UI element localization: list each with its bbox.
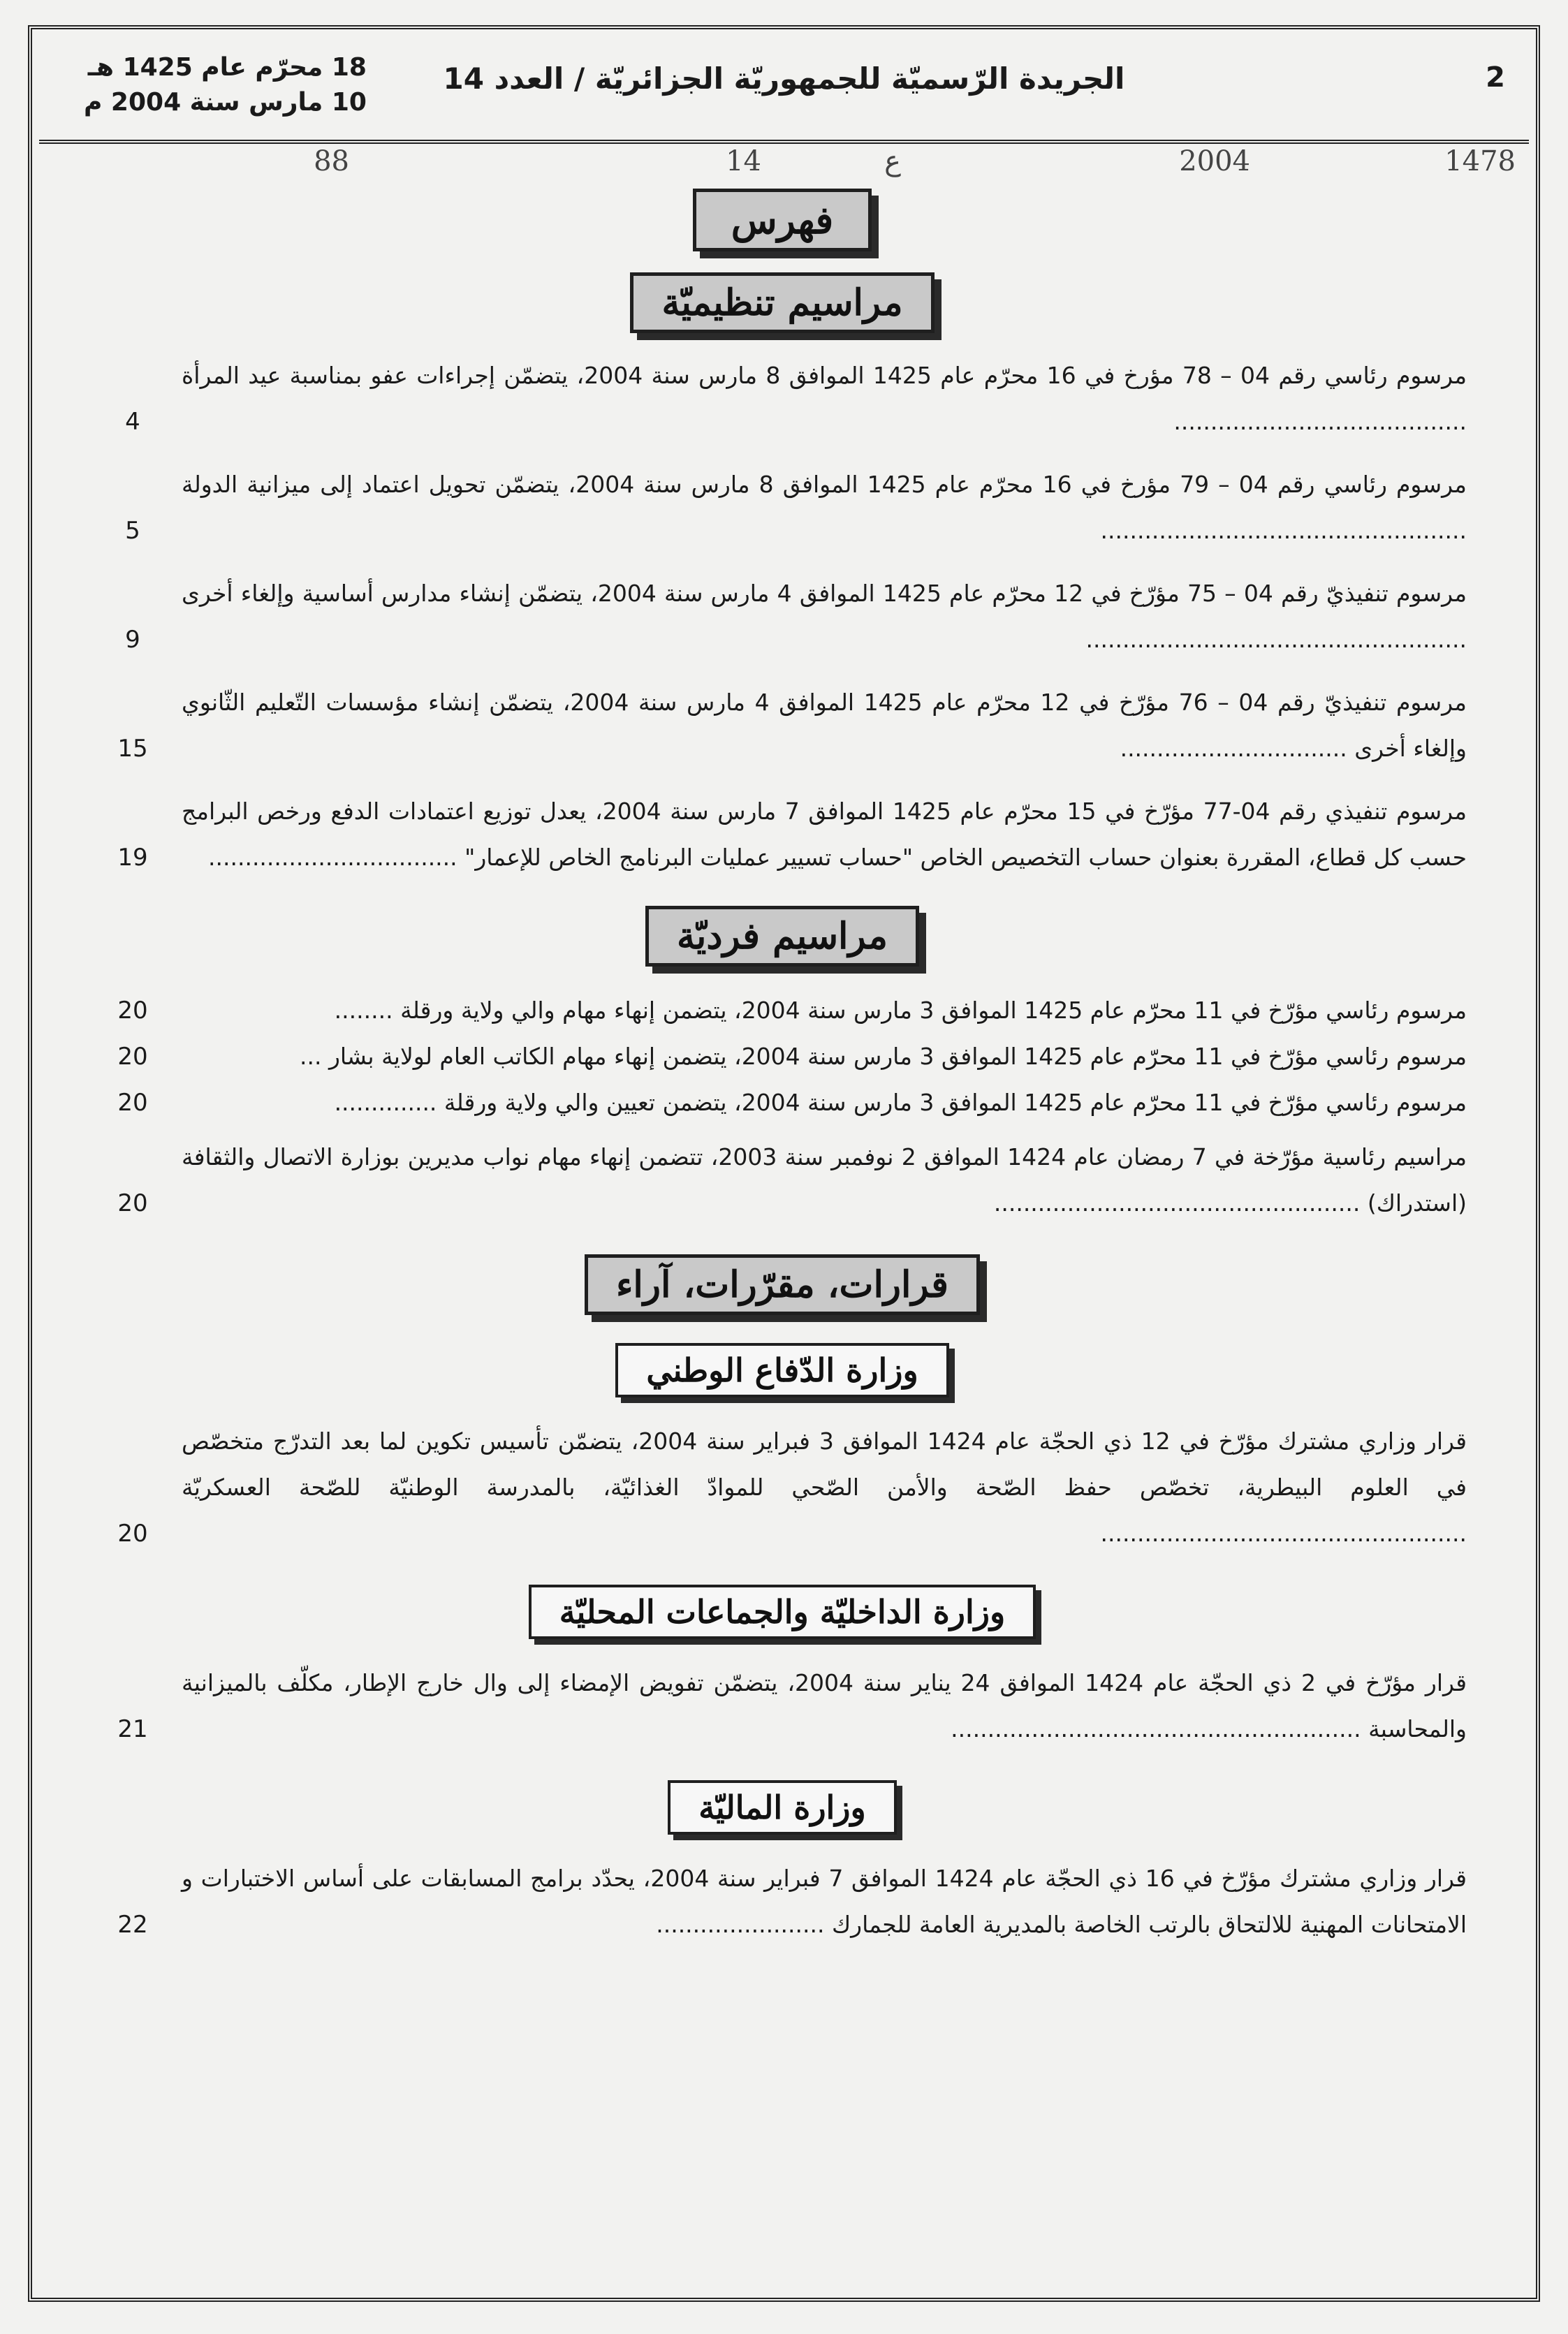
section-heading: قرارات، مقرّرات، آراء [585, 1254, 980, 1315]
entry-text: مرسوم رئاسي مؤرّخ في 11 محرّم عام 1425 الموافق 3 مارس سنة 2004، يتضمن إنهاء مهام والي ولاية ورقلة [400, 997, 1467, 1024]
section-heading: مراسيم تنظيميّة [630, 272, 934, 333]
header-divider [39, 140, 1529, 144]
entry-page: 4 [125, 408, 140, 436]
annotation-item: 1478 [1444, 145, 1516, 177]
ministry-heading: وزارة الماليّة [668, 1780, 897, 1835]
entry-page: 21 [117, 1715, 148, 1743]
toc-entry[interactable]: مرسوم رئاسي مؤرّخ في 11 محرّم عام 1425 الموافق 3 مارس سنة 2004، يتضمن إنهاء مهام الكاتب العام لولاية بشار ... 20 [98, 1034, 1467, 1080]
gazette-title: الجريدة الرّسميّة للجمهوريّة الجزائريّة / العدد 14 [443, 61, 1125, 96]
entry-text: قرار وزاري مشترك مؤرّخ في 16 ذي الحجّة عام 1424 الموافق 7 فبراير سنة 2004، يحدّد برامج المسابقات على أساس الاختبارات و الامتحانات المهنية للالتحاق بالرتب الخاصة بالمديرية العامة للجمارك [182, 1865, 1467, 1938]
entry-text: مرسوم رئاسي رقم 04 – 79 مؤرخ في 16 محرّم عام 1425 الموافق 8 مارس سنة 2004، يتضمّن تحويل اعتماد إلى ميزانية الدولة [182, 471, 1467, 498]
index-title: فهرس [693, 189, 872, 251]
entry-text: قرار مؤرّخ في 2 ذي الحجّة عام 1424 الموافق 24 يناير سنة 2004، يتضمّن تفويض الإمضاء إلى وال خارج الإطار، مكلّف بالميزانية والمحاسبة [182, 1669, 1467, 1742]
entry-page: 20 [117, 997, 148, 1025]
toc-entry[interactable]: مرسوم رئاسي رقم 04 – 79 مؤرخ في 16 محرّم عام 1425 الموافق 8 مارس سنة 2004، يتضمّن تحويل اعتماد إلى ميزانية الدولة .................................................. 5 [98, 462, 1467, 554]
toc-entry[interactable]: مرسوم رئاسي مؤرّخ في 11 محرّم عام 1425 الموافق 3 مارس سنة 2004، يتضمن تعيين والي ولاية ورقلة .............. 20 [98, 1080, 1467, 1126]
entry-text: مرسوم تنفيذيّ رقم 04 – 76 مؤرّخ في 12 محرّم عام 1425 الموافق 4 مارس سنة 2004، يتضمّن إنشاء مؤسسات التّعليم الثّانوي وإلغاء أخرى [182, 689, 1467, 762]
annotation-item: 88 [314, 145, 349, 177]
date-gregorian: 10 مارس سنة 2004 م [84, 88, 367, 117]
annotation-item: 2004 [1179, 145, 1250, 177]
entry-page: 5 [125, 517, 140, 545]
entry-page: 20 [117, 1189, 148, 1217]
ministry-heading: وزارة الدّفاع الوطني [615, 1343, 948, 1397]
entry-page: 19 [117, 844, 148, 872]
entry-text: مرسوم رئاسي رقم 04 – 78 مؤرخ في 16 محرّم عام 1425 الموافق 8 مارس سنة 2004، يتضمّن إجراءات عفو بمناسبة عيد المرأة [182, 362, 1467, 389]
entry-text: مرسوم تنفيذيّ رقم 04 – 75 مؤرّخ في 12 محرّم عام 1425 الموافق 4 مارس سنة 2004، يتضمّن إنشاء مدارس أساسية وإلغاء أخرى [182, 580, 1467, 607]
entry-text: مراسيم رئاسية مؤرّخة في 7 رمضان عام 1424 الموافق 2 نوفمبر سنة 2003، تتضمن إنهاء مهام نواب مديرين بوزارة الاتصال والثقافة (استدراك) [182, 1143, 1467, 1217]
entry-page: 15 [117, 735, 148, 763]
toc-entry[interactable]: مرسوم تنفيذي رقم 04-77 مؤرّخ في 15 محرّم عام 1425 الموافق 7 مارس سنة 2004، يعدل توزيع اعتمادات الدفع ورخص البرامج حسب كل قطاع، المقررة بعنوان حساب التخصيص الخاص "حساب تسيير عمليات البرنامج الخاص للإعمار" .................................. 19 [98, 788, 1467, 881]
entry-text: مرسوم تنفيذي رقم 04-77 مؤرّخ في 15 محرّم عام 1425 الموافق 7 مارس سنة 2004، يعدل توزيع اعتمادات الدفع ورخص البرامج حسب كل قطاع، المقررة بعنوان حساب التخصيص الخاص "حساب تسيير عمليات البرنامج الخاص للإعمار" [182, 798, 1467, 871]
page-header [35, 34, 1533, 138]
annotation-item: 14 [726, 145, 761, 177]
entry-page: 20 [117, 1520, 148, 1548]
handwritten-annotations [189, 145, 1516, 194]
entry-page: 22 [117, 1911, 148, 1939]
ministry-heading: وزارة الداخليّة والجماعات المحليّة [529, 1585, 1036, 1639]
date-hijri: 18 محرّم عام 1425 هـ [87, 53, 367, 82]
entry-text: مرسوم رئاسي مؤرّخ في 11 محرّم عام 1425 الموافق 3 مارس سنة 2004، يتضمن إنهاء مهام الكاتب العام لولاية بشار [329, 1043, 1467, 1070]
toc-entry[interactable]: قرار مؤرّخ في 2 ذي الحجّة عام 1424 الموافق 24 يناير سنة 2004، يتضمّن تفويض الإمضاء إلى وال خارج الإطار، مكلّف بالميزانية والمحاسبة ........................................................ 21 [98, 1660, 1467, 1752]
entry-text: مرسوم رئاسي مؤرّخ في 11 محرّم عام 1425 الموافق 3 مارس سنة 2004، يتضمن تعيين والي ولاية ورقلة [444, 1089, 1467, 1116]
toc-entry[interactable]: مرسوم رئاسي رقم 04 – 78 مؤرخ في 16 محرّم عام 1425 الموافق 8 مارس سنة 2004، يتضمّن إجراءات عفو بمناسبة عيد المرأة ........................................ 4 [98, 353, 1467, 445]
annotation-item: ع [884, 145, 901, 177]
entry-text: قرار وزاري مشترك مؤرّخ في 12 ذي الحجّة عام 1424 الموافق 3 فبراير سنة 2004، يتضمّن تأسيس تكوين لما بعد التدرّج متخصّص في العلوم البيطرية، تخصّص حفظ الصّحة والأمن الصّحي للموادّ الغذائيّة، بالمدرسة الوطنيّة للصّحة العسكريّة [182, 1427, 1467, 1501]
toc-entry[interactable]: مرسوم رئاسي مؤرّخ في 11 محرّم عام 1425 الموافق 3 مارس سنة 2004، يتضمن إنهاء مهام والي ولاية ورقلة ........ 20 [98, 988, 1467, 1034]
issue-dates [84, 50, 367, 121]
toc-entry[interactable]: قرار وزاري مشترك مؤرّخ في 12 ذي الحجّة عام 1424 الموافق 3 فبراير سنة 2004، يتضمّن تأسيس تكوين لما بعد التدرّج متخصّص في العلوم البيطرية، تخصّص حفظ الصّحة والأمن الصّحي للموادّ الغذائيّة، بالمدرسة الوطنيّة للصّحة العسكريّة .................................................. 20 [98, 1418, 1467, 1557]
entry-page: 9 [125, 626, 140, 654]
section-heading: مراسيم فرديّة [645, 906, 919, 967]
entry-page: 20 [117, 1089, 148, 1117]
toc-entry[interactable]: مرسوم تنفيذيّ رقم 04 – 75 مؤرّخ في 12 محرّم عام 1425 الموافق 4 مارس سنة 2004، يتضمّن إنشاء مدارس أساسية وإلغاء أخرى .................................................... 9 [98, 571, 1467, 663]
toc-entry[interactable]: قرار وزاري مشترك مؤرّخ في 16 ذي الحجّة عام 1424 الموافق 7 فبراير سنة 2004، يحدّد برامج المسابقات على أساس الاختبارات و الامتحانات المهنية للالتحاق بالرتب الخاصة بالمديرية العامة للجمارك ....................... 22 [98, 1856, 1467, 1948]
page-number: 2 [1486, 61, 1505, 94]
table-of-contents [98, 189, 1467, 1948]
entry-page: 20 [117, 1043, 148, 1071]
toc-entry[interactable]: مرسوم تنفيذيّ رقم 04 – 76 مؤرّخ في 12 محرّم عام 1425 الموافق 4 مارس سنة 2004، يتضمّن إنشاء مؤسسات التّعليم الثّانوي وإلغاء أخرى ............................... 15 [98, 680, 1467, 772]
toc-entry[interactable]: مراسيم رئاسية مؤرّخة في 7 رمضان عام 1424 الموافق 2 نوفمبر سنة 2003، تتضمن إنهاء مهام نواب مديرين بوزارة الاتصال والثقافة (استدراك) .................................................. 20 [98, 1134, 1467, 1226]
